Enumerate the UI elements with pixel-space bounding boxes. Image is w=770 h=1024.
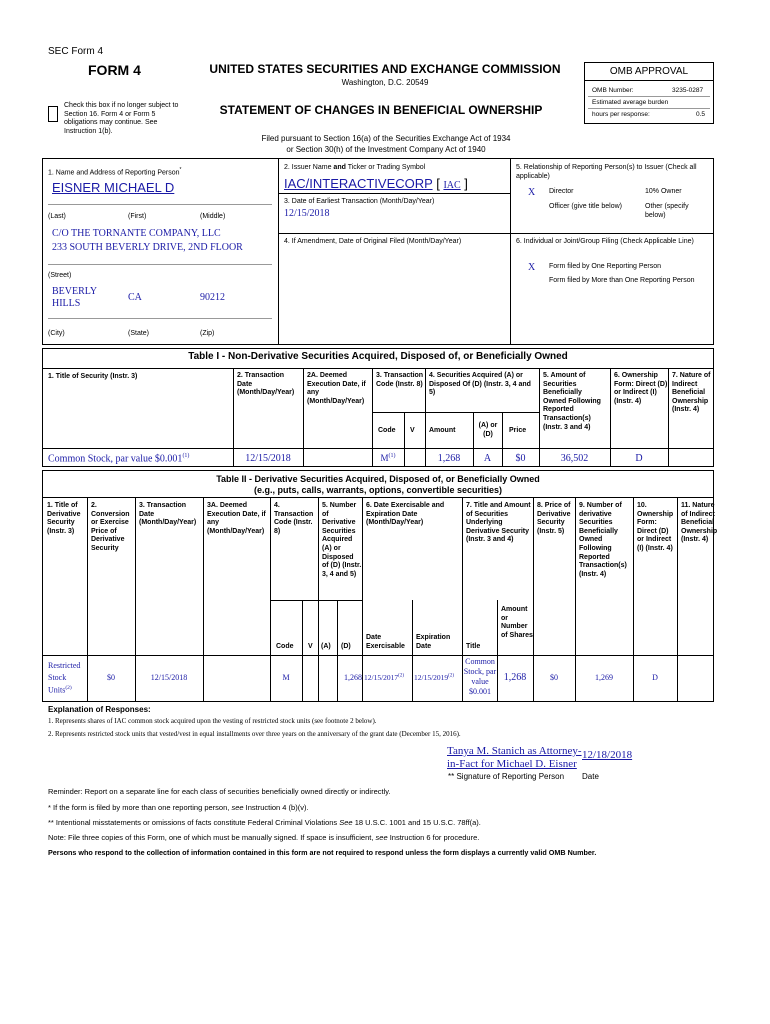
t1-row-form: D bbox=[635, 453, 643, 464]
form-title: FORM 4 bbox=[88, 62, 141, 78]
omb-title: OMB APPROVAL bbox=[609, 66, 689, 77]
earliest-transaction-date: 12/15/2018 bbox=[284, 208, 330, 219]
reporting-person-name[interactable]: EISNER MICHAEL D bbox=[52, 180, 175, 195]
commission-location: Washington, D.C. 20549 bbox=[341, 78, 429, 87]
t2-sub-expiration: Expiration Date bbox=[416, 634, 451, 650]
other-label: Other (specify below) bbox=[645, 203, 689, 219]
t2-sub-exercisable: Date Exercisable bbox=[366, 634, 405, 650]
t2-h11: 11. Nature of Indirect Beneficial Ownership (Instr. 4) bbox=[681, 502, 718, 544]
signature-label: ** Signature of Reporting Person bbox=[448, 772, 565, 781]
t2-h3: 3. Transaction Date (Month/Day/Year) bbox=[139, 502, 197, 527]
director-label: Director bbox=[549, 188, 574, 195]
t1-row-code: $M^{(1)}$ bbox=[380, 453, 396, 463]
t2-row-d: 1,268 bbox=[344, 673, 362, 682]
t2-h6: 6. Date Exercisable and Expiration Date (Month/Day/Year) bbox=[366, 502, 445, 527]
ticker-symbol[interactable]: IAC bbox=[443, 180, 461, 191]
middle-label: (Middle) bbox=[200, 213, 226, 220]
box2-label: 2. Issuer Name and Ticker or Trading Symbol bbox=[284, 164, 426, 171]
state-label: (State) bbox=[128, 330, 150, 337]
t1-h2a: 2A. Deemed Execution Date, if any (Month/Day/Year) bbox=[307, 372, 366, 405]
one-person-label: Form filed by One Reporting Person bbox=[549, 263, 662, 270]
t2-h10: 10. Ownership Form: Direct (D) or Indirect (I) (Instr. 4) bbox=[637, 502, 674, 552]
date-label: Date bbox=[582, 772, 599, 781]
city-value: BEVERLY HILLS bbox=[52, 286, 97, 309]
more-persons-label: Form filed by More than One Reporting Person bbox=[549, 277, 695, 284]
t2-row-underlying-amount: 1,268 bbox=[503, 672, 527, 683]
t2-row-exercisable: 12/15/2017$^{(2)}$ bbox=[364, 673, 405, 682]
t2-sub-v: V bbox=[308, 643, 313, 650]
t1-sub-price: Price bbox=[509, 427, 527, 434]
omb-number-value: 3235-0287 bbox=[672, 87, 704, 94]
table-1 bbox=[42, 348, 714, 467]
t1-row-amount: 1,268 bbox=[437, 453, 461, 464]
director-mark[interactable]: X bbox=[528, 187, 536, 198]
t2-row-form: D bbox=[652, 673, 658, 682]
statement-title: STATEMENT OF CHANGES IN BENEFICIAL OWNERSHIP bbox=[219, 103, 543, 117]
signature-date: 12/18/2018 bbox=[582, 749, 633, 761]
t2-row-owned: 1,269 bbox=[595, 673, 613, 682]
t2-row-title: Restricted Stock Units$^{(2)}$ bbox=[48, 661, 81, 695]
t2-sub-a: (A) bbox=[321, 643, 331, 650]
sec-form-label: SEC Form 4 bbox=[48, 46, 104, 57]
issuer-name-ticker: IAC/INTERACTIVECORP [ IAC ] bbox=[284, 176, 468, 191]
t2-row-date: 12/15/2018 bbox=[150, 673, 188, 682]
zip-value: 90212 bbox=[200, 292, 225, 303]
last-label: (Last) bbox=[48, 213, 66, 220]
table-2-title: Table II - Derivative Securities Acquired, Disposed of, or Beneficially Owned bbox=[216, 474, 540, 484]
t1-row-title: Common Stock, par value $0.001$^{(1)}$ bbox=[48, 453, 190, 465]
explanation-note-1: 1. Represents shares of IAC common stock acquired upon the vesting of restricted stock units (see footnote 2 below). bbox=[48, 717, 377, 725]
address-line-2: 233 SOUTH BEVERLY DRIVE, 2ND FLOOR bbox=[52, 242, 243, 253]
note-single-star: * If the form is filed by more than one reporting person, see Instruction 4 (b)(v). bbox=[48, 803, 309, 812]
t1-sub-code: Code bbox=[378, 427, 396, 434]
t1-row-owned: 36,502 bbox=[560, 453, 589, 464]
t1-h1: 1. Title of Security (Instr. 3) bbox=[48, 373, 138, 380]
t1-h3: 3. Transaction Code (Instr. 8) bbox=[376, 372, 424, 388]
street-label: (Street) bbox=[48, 272, 72, 279]
t1-row-price: $0 bbox=[515, 453, 526, 464]
t2-h2: 2. Conversion or Exercise Price of Derivative Security bbox=[91, 502, 130, 552]
t2-h9: 9. Number of derivative Securities Beneficially Owned Following Reported Transaction(s) (Instr. 4) bbox=[579, 502, 627, 578]
box4-label: 4. If Amendment, Date of Original Filed (Month/Day/Year) bbox=[284, 238, 462, 245]
no-longer-subject-checkbox[interactable] bbox=[48, 106, 58, 127]
commission-title: UNITED STATES SECURITIES AND EXCHANGE COMMISSION bbox=[209, 62, 561, 76]
t2-sub-d: (D) bbox=[341, 643, 351, 650]
t2-sub-title: Title bbox=[466, 643, 481, 650]
t1-h2: 2. Transaction Date (Month/Day/Year) bbox=[237, 372, 295, 397]
t2-h4: 4. Transaction Code (Instr. 8) bbox=[274, 502, 314, 535]
omb-number-label: OMB Number: bbox=[592, 87, 634, 94]
t1-row-aord: A bbox=[483, 453, 492, 464]
t2-sub-code: Code bbox=[276, 643, 294, 650]
explanation-note-2: 2. Represents restricted stock units that vested/vest in equal installments over three years on the anniversary of the grant date (December 15, 2016). bbox=[48, 730, 461, 738]
t1-h7: 7. Nature of Indirect Beneficial Ownership (Instr. 4) bbox=[672, 372, 711, 414]
t1-sub-v: V bbox=[410, 427, 415, 434]
filed-pursuant-1: Filed pursuant to Section 16(a) of the Securities Exchange Act of 1934 bbox=[261, 134, 511, 143]
persons-respond-text: Persons who respond to the collection of information contained in this form are not required to respond unless the form displays a currently valid OMB Number. bbox=[48, 848, 597, 857]
table-2-subtitle: (e.g., puts, calls, warrants, options, convertible securities) bbox=[253, 485, 503, 495]
t2-row-expiration: 12/15/2019$^{(2)}$ bbox=[414, 673, 455, 682]
t2-h3a: 3A. Deemed Execution Date, if any (Month/Day/Year) bbox=[207, 502, 266, 535]
box6-label: 6. Individual or Joint/Group Filing (Check Applicable Line) bbox=[516, 238, 694, 245]
t2-h5: 5. Number of Derivative Securities Acquired (A) or Disposed of (D) (Instr. 3, 4 and 5) bbox=[322, 502, 362, 578]
omb-burden-label: Estimated average burden bbox=[592, 99, 669, 106]
t1-h5: 5. Amount of Securities Beneficially Owned Following Reported Transaction(s) (Instr. 3 and 4) bbox=[543, 372, 601, 431]
one-person-mark[interactable]: X bbox=[528, 262, 536, 273]
state-value: CA bbox=[128, 292, 142, 303]
reminder-text: Reminder: Report on a separate line for each class of securities beneficially owned directly or indirectly. bbox=[48, 787, 391, 796]
officer-label: Officer (give title below) bbox=[549, 203, 623, 210]
omb-hours-label: hours per response: bbox=[592, 111, 650, 118]
t2-row-price: $0 bbox=[550, 673, 558, 682]
box1-label: 1. Name and Address of Reporting Person* bbox=[48, 167, 182, 177]
t2-row-conv: $0 bbox=[107, 673, 115, 682]
omb-hours-value: 0.5 bbox=[696, 111, 706, 118]
t1-h4: 4. Securities Acquired (A) or Disposed Of (D) (Instr. 3, 4 and 5) bbox=[429, 372, 531, 397]
checkbox-text: Check this box if no longer subject to Section 16. Form 4 or Form 5 obligations may continue. See Instruction 1(b). bbox=[64, 102, 179, 136]
note-file-copies: Note: File three copies of this Form, one of which must be manually signed. If space is insufficient, see Instruction 6 for procedure. bbox=[48, 833, 480, 842]
t2-sub-amount: Amount or Number of Shares bbox=[501, 606, 533, 639]
t1-h6: 6. Ownership Form: Direct (D) or Indirect (I) (Instr. 4) bbox=[614, 372, 668, 405]
box3-label: 3. Date of Earliest Transaction (Month/Day/Year) bbox=[284, 198, 435, 205]
city-label: (City) bbox=[48, 330, 65, 337]
ten-pct-owner-label: 10% Owner bbox=[645, 188, 682, 195]
table-1-title: Table I - Non-Derivative Securities Acquired, Disposed of, or Beneficially Owned bbox=[188, 351, 568, 362]
filed-pursuant-2: or Section 30(h) of the Investment Company Act of 1940 bbox=[286, 145, 486, 154]
t2-row-code: M bbox=[282, 673, 290, 682]
signature-name: Tanya M. Stanich as Attorney- in-Fact for Michael D. Eisner bbox=[447, 745, 582, 770]
explanation-title: Explanation of Responses: bbox=[48, 705, 151, 714]
t2-h1: 1. Title of Derivative Security (Instr. 3) bbox=[47, 502, 81, 535]
t2-row-underlying-title: Common Stock, par value $0.001 bbox=[463, 657, 497, 696]
t1-sub-aord: (A) or (D) bbox=[478, 422, 498, 438]
note-double-star: ** Intentional misstatements or omissions of facts constitute Federal Criminal Violations See 18 U.S.C. 1001 and 15 U.S.C. 78ff(a). bbox=[48, 818, 481, 827]
t1-sub-amount: Amount bbox=[429, 427, 456, 434]
box5-label: 5. Relationship of Reporting Person(s) to Issuer (Check all applicable) bbox=[516, 164, 697, 180]
t1-row-date: 12/15/2018 bbox=[245, 453, 291, 464]
first-label: (First) bbox=[128, 213, 147, 220]
t2-h8: 8. Price of Derivative Security (Instr. 5) bbox=[537, 502, 571, 535]
zip-label: (Zip) bbox=[200, 330, 215, 337]
address-line-1: C/O THE TORNANTE COMPANY, LLC bbox=[52, 228, 221, 239]
t2-h7: 7. Title and Amount of Securities Underlying Derivative Security (Instr. 3 and 4) bbox=[466, 502, 531, 544]
issuer-name[interactable]: IAC/INTERACTIVECORP bbox=[284, 176, 433, 191]
